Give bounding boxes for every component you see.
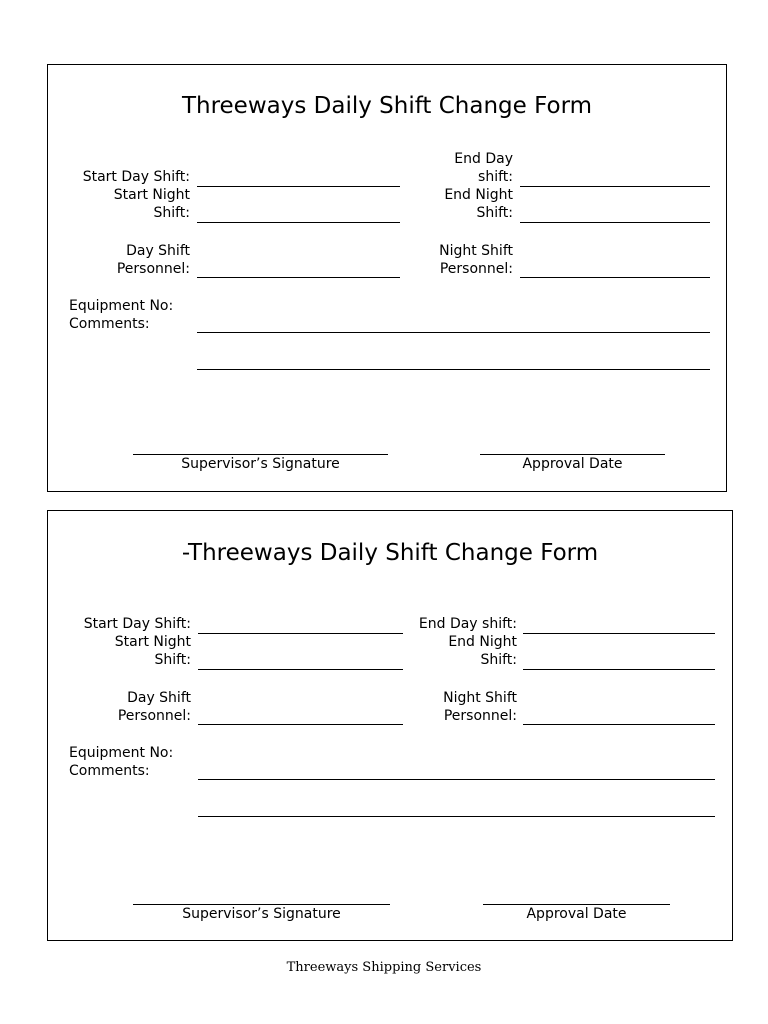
night-shift-personnel-label: Night Shift Personnel: [439, 243, 513, 277]
form-title: -Threeways Daily Shift Change Form [181, 540, 599, 566]
approval-date-caption: Approval Date [526, 906, 627, 922]
comments-line-1[interactable] [198, 779, 715, 780]
day-shift-personnel-field[interactable] [198, 724, 403, 725]
page-footer: Threeways Shipping Services [286, 960, 482, 975]
shift-change-form-2 [47, 510, 733, 941]
end-night-shift-label: End Night Shift: [448, 634, 517, 668]
end-day-shift-label: End Day shift: [418, 616, 517, 632]
comments-label: Comments: [69, 763, 150, 779]
start-night-shift-field[interactable] [198, 669, 403, 670]
start-night-shift-label: Start Night Shift: [113, 187, 190, 221]
end-day-shift-field[interactable] [520, 186, 710, 187]
equipment-no-label: Equipment No: [69, 745, 174, 761]
approval-date-caption: Approval Date [522, 456, 623, 472]
comments-line-2[interactable] [198, 816, 715, 817]
start-day-shift-field[interactable] [197, 186, 400, 187]
night-shift-personnel-field[interactable] [520, 277, 710, 278]
shift-change-form-1 [47, 64, 727, 492]
supervisor-signature-caption: Supervisor’s Signature [182, 906, 341, 922]
comments-line-2[interactable] [197, 369, 710, 370]
start-night-shift-field[interactable] [197, 222, 400, 223]
end-night-shift-label: End Night Shift: [444, 187, 513, 221]
start-day-shift-label: Start Day Shift: [82, 169, 190, 185]
end-night-shift-field[interactable] [520, 222, 710, 223]
day-shift-personnel-label: Day Shift Personnel: [117, 690, 191, 724]
equipment-no-label: Equipment No: [69, 298, 174, 314]
start-day-shift-field[interactable] [198, 633, 403, 634]
end-day-shift-field[interactable] [523, 633, 715, 634]
form-title: Threeways Daily Shift Change Form [181, 93, 593, 119]
night-shift-personnel-field[interactable] [523, 724, 715, 725]
end-night-shift-field[interactable] [523, 669, 715, 670]
start-day-shift-label: Start Day Shift: [83, 616, 191, 632]
day-shift-personnel-field[interactable] [197, 277, 400, 278]
end-day-shift-label: End Day shift: [454, 151, 513, 185]
night-shift-personnel-label: Night Shift Personnel: [443, 690, 517, 724]
comments-label: Comments: [69, 316, 150, 332]
comments-line-1[interactable] [197, 332, 710, 333]
day-shift-personnel-label: Day Shift Personnel: [116, 243, 190, 277]
start-night-shift-label: Start Night Shift: [114, 634, 191, 668]
supervisor-signature-caption: Supervisor’s Signature [181, 456, 340, 472]
